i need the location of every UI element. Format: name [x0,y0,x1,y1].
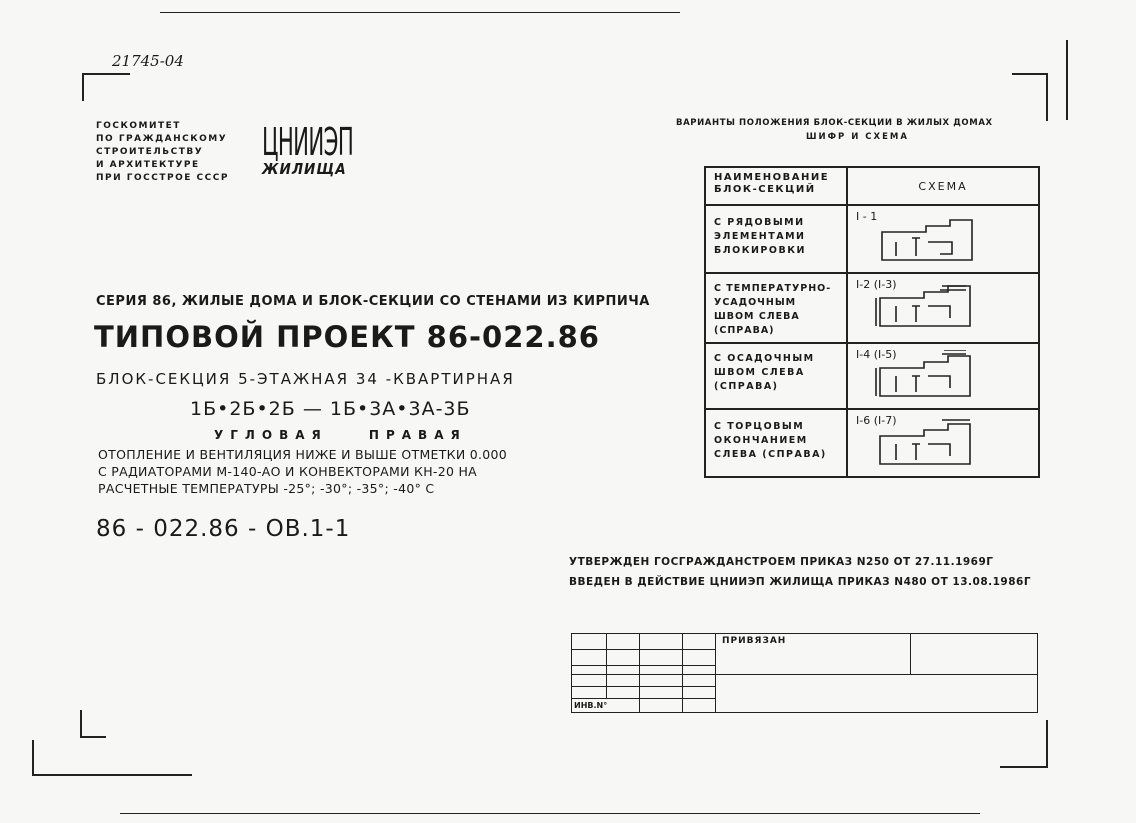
scheme-code: I-4 (I-5) [856,348,897,361]
organisation-block [96,120,229,185]
scheme-code: I-6 (I-7) [856,414,897,427]
row-name: С ТОРЦОВЫМ ОКОНЧАНИЕМ СЛЕВА (СПРАВА) [705,409,847,477]
logo-bottom: ЖИЛИЩА [262,160,347,178]
handwritten-number: 21745-04 [112,52,184,70]
logo-top: ЦНИИЭП [262,120,354,164]
institute-logo [262,120,362,178]
description-line: С РАДИАТОРАМИ М-140-АО И КОНВЕКТОРАМИ КН-20 НА [98,464,478,479]
scheme-diagram [862,284,982,330]
org-line: ГОСКОМИТЕТ [96,121,181,131]
description-block [98,446,507,497]
scheme-outline [880,286,970,326]
description-line: РАСЧЕТНЫЕ ТЕМПЕРАТУРЫ -25°; -30°; -35°; -40° С [98,481,435,496]
scheme-detail [896,238,952,256]
scheme-detail [876,350,966,396]
row-scheme [847,205,1039,273]
scheme-code: I - 1 [856,210,878,223]
corner-mark-bottom-left [80,710,82,736]
variants-title: ВАРИАНТЫ ПОЛОЖЕНИЯ БЛОК-СЕКЦИИ В ЖИЛЫХ ДОМАХ [676,118,993,128]
row-scheme [847,343,1039,409]
scheme-diagram [872,218,982,264]
corner-mark-top-left [82,73,130,75]
section-types: 1Б•2Б•2Б — 1Б•3А•3А-3Б [190,398,471,420]
project-title: ТИПОВОЙ ПРОЕКТ 86-022.86 [94,320,600,354]
block-section-line: БЛОК-СЕКЦИЯ 5-ЭТАЖНАЯ 34 -КВАРТИРНАЯ [96,370,515,388]
series-line: СЕРИЯ 86, ЖИЛЫЕ ДОМА И БЛОК-СЕКЦИИ СО СТЕНАМИ ИЗ КИРПИЧА [96,294,650,309]
org-line: ПРИ ГОССТРОЕ СССР [96,173,229,183]
table-row [705,205,1039,273]
scheme-diagram [862,418,982,468]
document-code: 86 - 022.86 - ОВ.1-1 [96,516,351,542]
scheme-outline [880,356,970,396]
introduced-line: ВВЕДЕН В ДЕЙСТВИЕ ЦНИИЭП ЖИЛИЩА ПРИКАЗ N480 ОТ 13.08.1986Г [569,576,1032,588]
variants-subtitle: ШИФР И СХЕМА [806,132,909,142]
bound-label: ПРИВЯЗАН [716,634,911,675]
variant-label: УГЛОВАЯ ПРАВАЯ [214,428,467,442]
variants-table [704,166,1040,478]
table-row [705,273,1039,343]
row-name: С ТЕМПЕРАТУРНО-УСАДОЧНЫМ ШВОМ СЛЕВА (СПРАВА) [705,273,847,343]
row-scheme [847,273,1039,343]
header-scheme: СХЕМА [847,167,1039,205]
title-block-stamp [571,633,1038,713]
corner-mark-bottom-right [1046,720,1048,766]
inventory-label: ИНВ.N° [572,698,640,712]
scheme-diagram [862,350,982,400]
corner-mark-top-right [1012,73,1048,75]
row-name: С ОСАДОЧНЫМ ШВОМ СЛЕВА (СПРАВА) [705,343,847,409]
table-row [705,343,1039,409]
row-name: С РЯДОВЫМИ ЭЛЕМЕНТАМИ БЛОКИРОВКИ [705,205,847,273]
table-header-row [705,167,1039,205]
header-name: НАИМЕНОВАНИЕ БЛОК-СЕКЦИЙ [705,167,847,205]
scheme-detail [896,420,970,460]
scheme-detail [876,286,966,326]
scheme-outline [880,424,970,464]
row-scheme [847,409,1039,477]
approved-line: УТВЕРЖДЕН ГОСГРАЖДАНСТРОЕМ ПРИКАЗ N250 ОТ 27.11.1969Г [569,556,994,568]
description-line: ОТОПЛЕНИЕ И ВЕНТИЛЯЦИЯ НИЖЕ И ВЫШЕ ОТМЕТКИ 0.000 [98,447,508,462]
table-row [705,409,1039,477]
org-line: И АРХИТЕКТУРЕ [96,160,200,170]
org-line: ПО ГРАЖДАНСКОМУ [96,134,228,144]
org-line: СТРОИТЕЛЬСТВУ [96,147,204,157]
scheme-code: I-2 (I-3) [856,278,897,291]
